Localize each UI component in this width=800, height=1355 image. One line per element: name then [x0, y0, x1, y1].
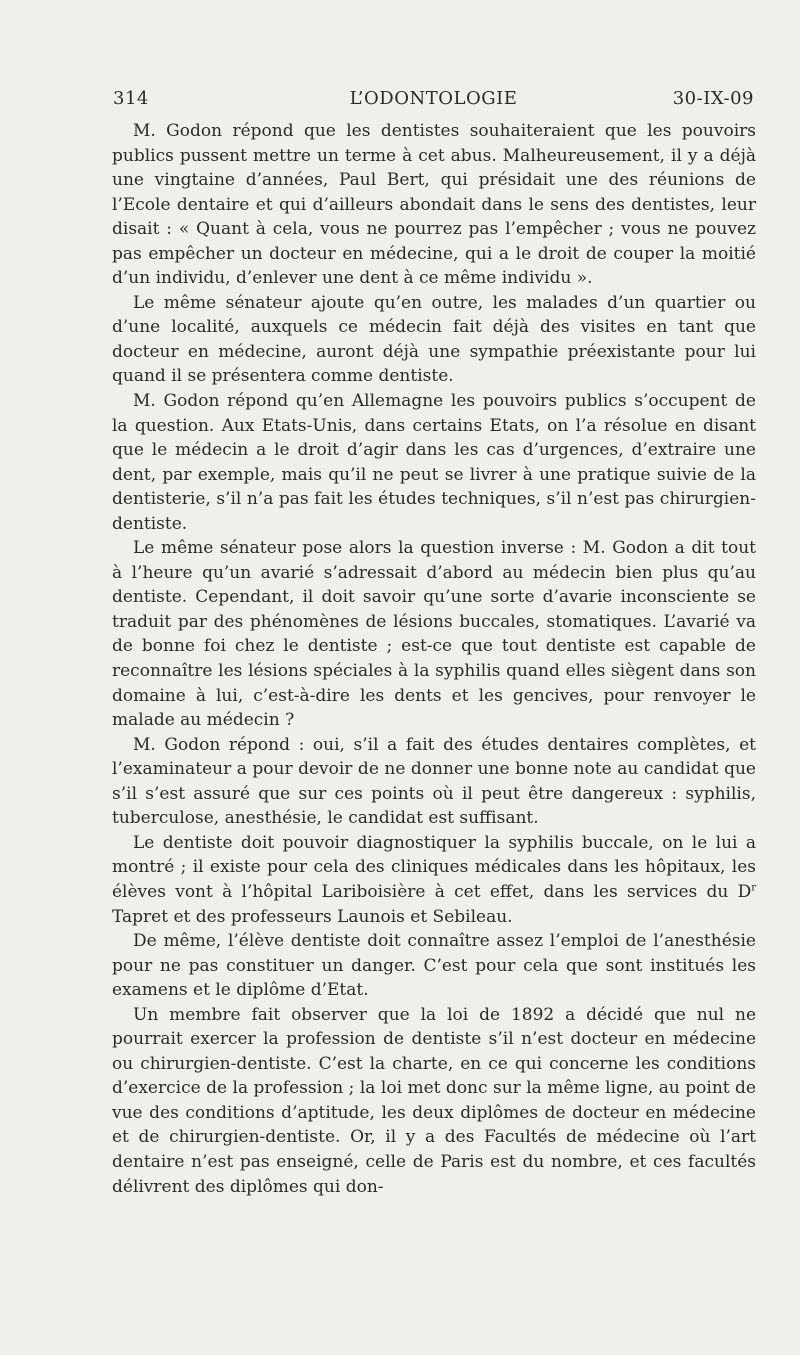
paragraph [112, 831, 756, 929]
paragraph-text: Le dentiste doit pouvoir diagnostiquer la syphilis buccale, on le lui a montré ; il existe pour cela des cliniques médicales dans les hôpitaux, les élèves vont à l’hôpital Lariboisière à cet effet, dans les services du D [112, 832, 756, 902]
page-number: 314 [113, 88, 149, 109]
running-header [113, 88, 754, 118]
paragraph: M. Godon répond que les dentistes souhaiteraient que les pouvoirs publics pussent mettre un terme à cet abus. Malheureusement, il y a déjà une vingtaine d’années, Paul Bert, qui présidait une des réunions de l’Ecole dentaire et qui d’ailleurs abondait dans le sens des dentistes, leur disait : « Quant à cela, vous ne pourrez pas l’empêcher ; vous ne pouvez pas empêcher un docteur en médecine, qui a le droit de couper la moitié d’un individu, d’enlever une dent à ce même individu ». [112, 121, 756, 289]
paragraph: Un membre fait observer que la loi de 1892 a décidé que nul ne pourrait exercer la profession de dentiste s’il n’est docteur en médecine ou chirurgien-dentiste. C’est la charte, en ce qui concerne les conditions d’exercice de la profession ; la loi met donc sur la même ligne, au point de vue des conditions d’aptitude, les deux diplômes de docteur en médecine et de chirurgien-dentiste. Or, il y a des Facultés de médecine où l’art dentaire n’est pas enseigné, celle de Paris est du nombre, et ces facultés délivrent des diplômes qui don- [112, 1004, 756, 1197]
abbrev-superscript: r [751, 882, 756, 894]
body-text [112, 119, 756, 1199]
paragraph-text: Tapret et des professeurs Launois et Sebileau. [112, 906, 513, 927]
journal-title: L’ODONTOLOGIE [349, 88, 518, 109]
paragraph: Le même sénateur pose alors la question inverse : M. Godon a dit tout à l’heure qu’un avarié s’adressait d’abord au médecin bien plus qu’au dentiste. Cependant, il doit savoir qu’une sorte d’avarie inconsciente se traduit par des phénomènes de lésions buccales, stomatiques. L’avarié va de bonne foi chez le dentiste ; est-ce que tout dentiste est capable de reconnaître les lésions spéciales à la syphilis quand elles siègent dans son domaine à lui, c’est-à-dire les dents et les gencives, pour renvoyer le malade au médecin ? [112, 538, 756, 731]
paragraph: De même, l’élève dentiste doit connaître assez l’emploi de l’anesthésie pour ne pas constituer un danger. C’est pour cela que sont institués les examens et le diplôme d’Etat. [112, 931, 756, 1001]
paragraph: Le même sénateur ajoute qu’en outre, les malades d’un quartier ou d’une localité, auxquels ce médecin fait déjà des visites en tant que docteur en médecine, auront déjà une sympathie préexistante pour lui quand il se présentera comme dentiste. [112, 292, 756, 387]
paragraph: M. Godon répond qu’en Allemagne les pouvoirs publics s’occupent de la question. Aux Etats-Unis, dans certains Etats, on l’a résolue en disant que le médecin a le droit d’agir dans les cas d’urgences, d’extraire une dent, par exemple, mais qu’il ne peut se livrer à une pratique suivie de la dentisterie, s’il n’a pas fait les études techniques, s’il n’est pas chirurgien-dentiste. [112, 391, 756, 534]
paragraph: M. Godon répond : oui, s’il a fait des études dentaires complètes, et l’examinateur a pour devoir de ne donner une bonne note au candidat que s’il s’est assuré que sur ces points où il peut être dangereux : syphilis, tuberculose, anesthésie, le candidat est suffisant. [112, 734, 756, 829]
issue-date: 30-IX-09 [672, 88, 754, 109]
